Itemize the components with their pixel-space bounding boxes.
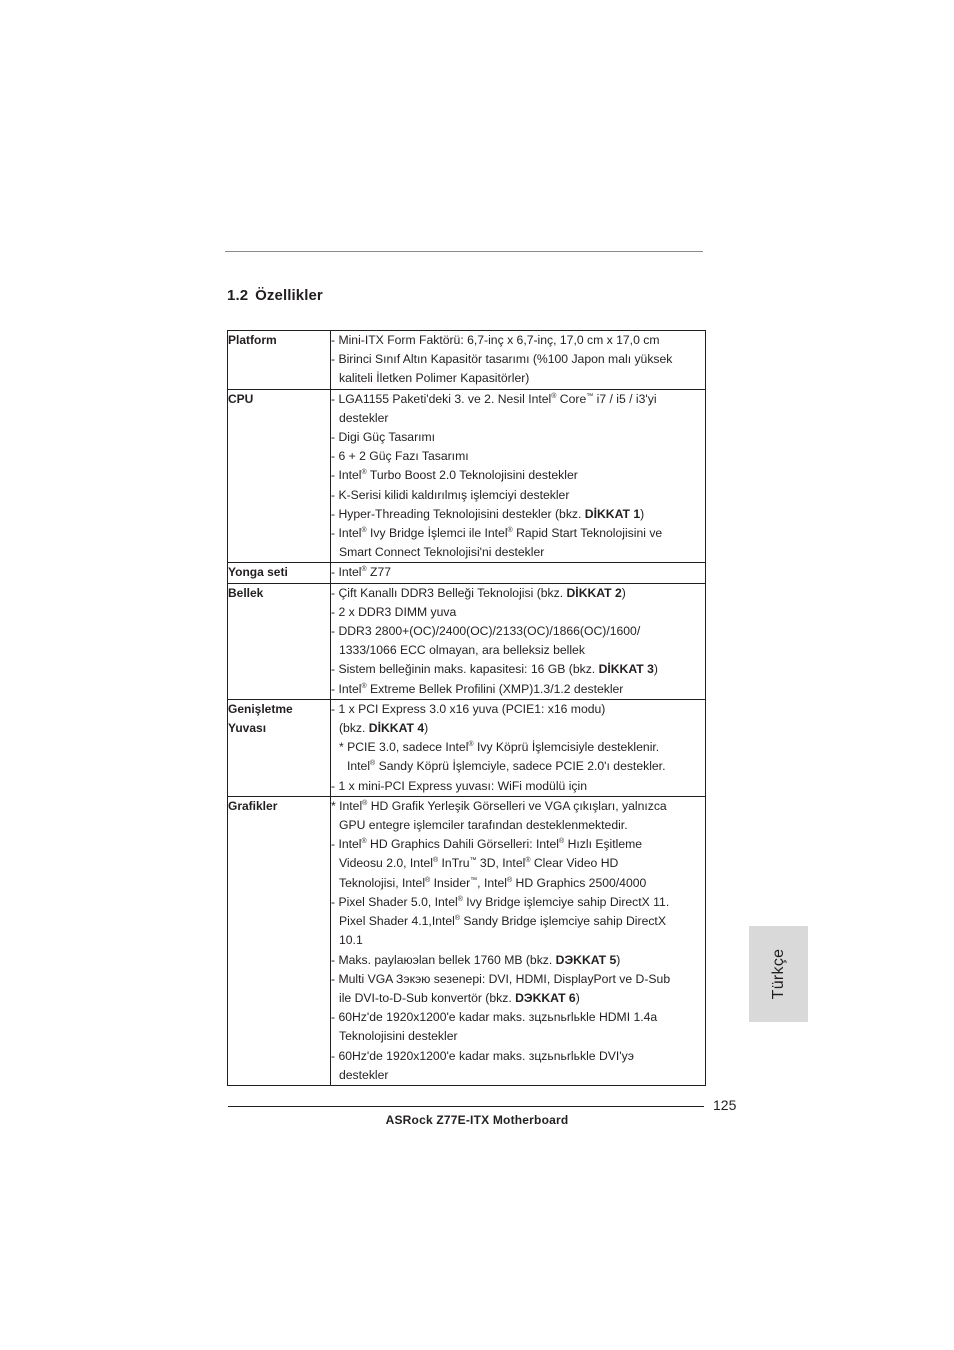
spec-label bbox=[228, 389, 331, 563]
footer-title: ASRock Z77E-ITX Motherboard bbox=[385, 1113, 569, 1127]
spec-label bbox=[228, 583, 331, 699]
spec-value-line: - Hyper-Threading Teknolojisini destekler (bkz. DİKKAT 1) bbox=[331, 506, 645, 521]
spec-value-line: - Digi Güç Tasarımı bbox=[331, 430, 436, 445]
spec-value-line: Teknolojisini destekler bbox=[339, 1029, 458, 1044]
spec-value-line: - K-Serisi kilidi kaldırılmış işlemciyi destekler bbox=[331, 487, 570, 502]
spec-label-line: Yonga seti bbox=[228, 565, 288, 580]
spec-value-line: - Intel® Extreme Bellek Profilini (XMP)1.3/1.2 destekler bbox=[331, 681, 624, 696]
spec-value-line: - 1 x PCI Express 3.0 x16 yuva (PCIE1: x16 modu) bbox=[331, 701, 606, 716]
spec-value-line: Pixel Shader 4.1,Intel® Sandy Bridge işlemciye sahip DirectX bbox=[339, 914, 666, 929]
spec-label-line: Platform bbox=[228, 333, 277, 347]
spec-value-line: 1333/1066 ECC olmayan, ara belleksiz bellek bbox=[339, 643, 585, 658]
spec-value-line: - Pixel Shader 5.0, Intel® Ivy Bridge işlemciye sahip DirectX 11. bbox=[331, 894, 670, 909]
spec-row bbox=[228, 699, 706, 796]
language-tab-label: Türkçe bbox=[769, 948, 787, 1000]
top-divider bbox=[225, 251, 703, 252]
bottom-divider bbox=[228, 1106, 704, 1107]
spec-value-line: - 2 x DDR3 DIMM yuva bbox=[331, 604, 457, 619]
spec-value-line: (bkz. DİKKAT 4) bbox=[339, 721, 429, 736]
spec-value-line: - Multi VGA Зэкэю sезenepi: DVI, HDMI, DisplayPort ve D-Sub bbox=[331, 971, 671, 986]
page-number: 125 bbox=[713, 1097, 737, 1113]
spec-value-line: - Intel® HD Graphics Dahili Görselleri: Intel® Hızlı Eşitleme bbox=[331, 837, 643, 852]
spec-value-line: - Intel® Z77 bbox=[331, 565, 392, 580]
spec-value-line: - DDR3 2800+(OC)/2400(OC)/2133(OC)/1866(OC)/1600/ bbox=[331, 624, 641, 639]
spec-row bbox=[228, 563, 706, 583]
spec-label bbox=[228, 699, 331, 796]
spec-value-line: Videosu 2.0, Intel® InTru™ 3D, Intel® Clear Video HD bbox=[339, 856, 619, 871]
spec-value-line: Teknolojisi, Intel® Insider™, Intel® HD Graphics 2500/4000 bbox=[339, 875, 647, 890]
spec-value-line: - LGA1155 Paketi'deki 3. ve 2. Nesil Intel® Core™ i7 / i5 / i3'yi bbox=[331, 391, 657, 406]
spec-value-line: - Birinci Sınıf Altın Kapasitör tasarımı (%100 Japon malı yüksek bbox=[331, 352, 673, 367]
spec-value-line: - Intel® Ivy Bridge İşlemci ile Intel® Rapid Start Teknolojisini ve bbox=[331, 526, 663, 541]
spec-value bbox=[331, 389, 706, 563]
spec-value-line: - Çift Kanallı DDR3 Belleği Teknolojisi (bkz. DİKKAT 2) bbox=[331, 585, 626, 600]
spec-value bbox=[331, 796, 706, 1085]
spec-value-line: * PCIE 3.0, sadece Intel® Ivy Köprü İşlemcisiyle desteklenir. bbox=[339, 740, 660, 755]
spec-value-line: kaliteli İletken Polimer Kapasitörler) bbox=[339, 371, 530, 386]
spec-label-line: Yuvası bbox=[228, 721, 267, 736]
spec-row bbox=[228, 331, 706, 390]
spec-value-line: GPU entegre işlemciler tarafından desteklenmektedir. bbox=[339, 818, 628, 833]
spec-value-line: Intel® Sandy Köprü İşlemciyle, sadece PCIE 2.0'ı destekler. bbox=[347, 759, 666, 774]
section-number: 1.2 bbox=[227, 287, 249, 304]
spec-value bbox=[331, 699, 706, 796]
spec-label-line: Bellek bbox=[228, 585, 264, 600]
spec-value-line: destekler bbox=[339, 410, 389, 425]
spec-value-line: ile DVI-to-D-Sub konvertör (bkz. DЭKKAT 6) bbox=[339, 990, 580, 1005]
spec-value bbox=[331, 583, 706, 699]
spec-value-line: - 6 + 2 Güç Fazı Tasarımı bbox=[331, 449, 469, 464]
spec-value-line: - Intel® Turbo Boost 2.0 Teknolojisini destekler bbox=[331, 468, 578, 483]
spec-row bbox=[228, 796, 706, 1085]
spec-value-line: - Maks. paylaюэlan bellek 1760 MB (bkz. DЭKKAT 5) bbox=[331, 952, 621, 967]
spec-value-line: - Sistem belleğinin maks. kapasitesi: 16 GB (bkz. DİKKAT 3) bbox=[331, 662, 658, 677]
spec-value-line: - 1 x mini-PCI Express yuvası: WiFi modülü için bbox=[331, 778, 587, 793]
spec-label-line: CPU bbox=[228, 391, 254, 406]
spec-value-line: - 60Hz'de 1920x1200'e kadar maks. зцzьnьrlьkle HDMI 1.4a bbox=[331, 1010, 658, 1025]
spec-value bbox=[331, 331, 706, 390]
spec-value-line: * Intel® HD Grafik Yerleşik Görselleri ve VGA çıkışları, yalnızca bbox=[331, 798, 667, 813]
spec-value-line: Smart Connect Teknolojisi'ni destekler bbox=[339, 545, 545, 560]
spec-label-line: Grafikler bbox=[228, 798, 278, 813]
spec-value-line: - 60Hz'de 1920x1200'e kadar maks. зцzьnьrlьkle DVI'yэ bbox=[331, 1048, 634, 1063]
spec-row bbox=[228, 583, 706, 699]
spec-label bbox=[228, 563, 331, 583]
spec-row bbox=[228, 389, 706, 563]
spec-label bbox=[228, 331, 331, 390]
language-tab bbox=[749, 926, 808, 1022]
section-title: Özellikler bbox=[255, 287, 323, 304]
specifications-table bbox=[227, 330, 706, 1086]
spec-label bbox=[228, 796, 331, 1085]
spec-label-line: Genişletme bbox=[228, 701, 293, 716]
section-heading bbox=[227, 287, 323, 304]
spec-value-line: destekler bbox=[339, 1067, 389, 1082]
spec-value bbox=[331, 563, 706, 583]
spec-value-line: 10.1 bbox=[339, 933, 363, 948]
spec-value-line: - Mini-ITX Form Faktörü: 6,7-inç x 6,7-inç, 17,0 cm x 17,0 cm bbox=[331, 333, 660, 347]
